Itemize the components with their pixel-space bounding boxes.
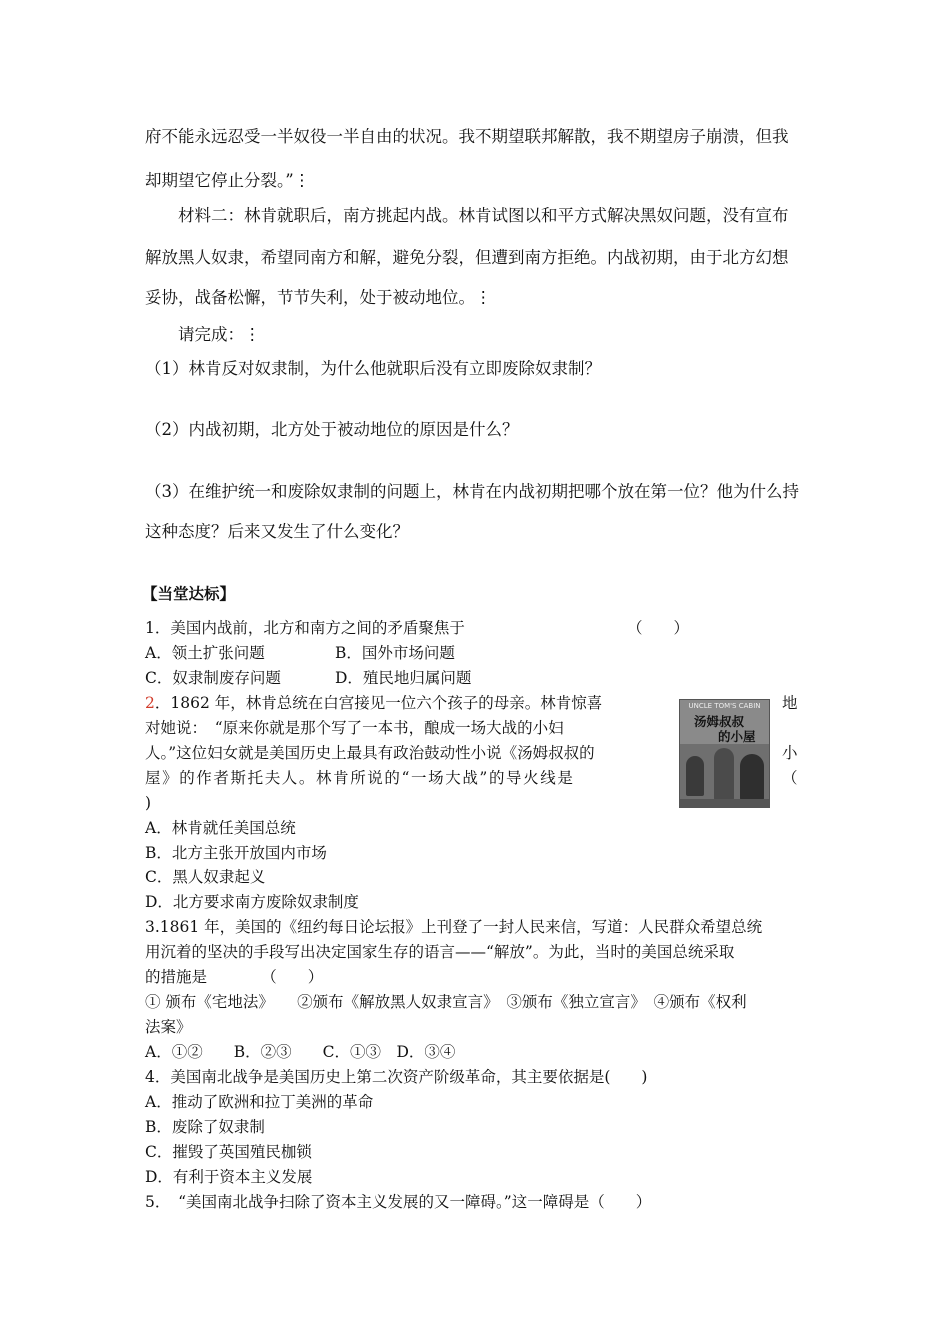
question-2: （2）内战初期，北方处于被动地位的原因是什么？	[145, 420, 519, 439]
exercise-3-line-4: ① 颁布《宅地法》 ②颁布《解放黑人奴隶宣言》 ③颁布《独立宣言》 ④颁布《权利	[145, 993, 747, 1011]
exercise-4-option-a: A．推动了欧洲和拉丁美洲的革命	[145, 1093, 374, 1111]
book-cover-image	[679, 699, 770, 808]
question-3-line-1: （3）在维护统一和废除奴隶制的问题上，林肯在内战初期把哪个放在第一位？他为什么持	[145, 482, 799, 501]
question-1: （1）林肯反对奴隶制，为什么他就职后没有立即废除奴隶制？	[145, 359, 601, 378]
book-cover-illustration	[680, 744, 769, 807]
material-line-4: 解放黑人奴隶，希望同南方和解，避免分裂，但遭到南方拒绝。内战初期，由于北方幻想	[145, 248, 789, 267]
exercise-4-option-d: D．有利于资本主义发展	[145, 1168, 313, 1186]
exercise-3-line-3: 的措施是 （ ）	[145, 968, 324, 986]
book-cover-title-1: 汤姆叔叔	[694, 714, 745, 729]
exercise-3-line-2: 用沉着的坚决的手段写出决定国家生存的语言——“解放”。为此，当时的美国总统采取	[145, 943, 735, 961]
exercise-2-option-b: B．北方主张开放国内市场	[145, 844, 327, 862]
exercise-2-line-3-end: 小	[782, 744, 798, 762]
exercise-3-options: A．①② B．②③ C．①③ D．③④	[145, 1043, 456, 1061]
exercise-2-option-d: D．北方要求南方废除奴隶制度	[145, 893, 359, 911]
exercise-2-option-a: A．林肯就任美国总统	[145, 819, 296, 837]
exercise-3-line-5: 法案》	[145, 1018, 192, 1036]
exercise-1-paren: （ ）	[627, 619, 690, 637]
exercise-2-line-1-end: 地	[782, 694, 798, 712]
exercise-2-line-4: 屋》的作者斯托夫人。林肯所说的“一场大战”的导火线是	[145, 769, 575, 787]
section-title: 【当堂达标】	[142, 584, 236, 603]
exercise-2-line-3: 人。”这位妇女就是美国历史上最具有政治鼓动性小说《汤姆叔叔的	[145, 744, 595, 762]
material-line-1: 府不能永远忍受一半奴役一半自由的状况。我不期望联邦解散，我不期望房子崩溃，但我	[145, 127, 789, 146]
exercise-2-line-4-end: （	[782, 769, 798, 787]
exercise-2-line-1	[145, 692, 602, 714]
exercise-1-option-c: C．奴隶制废存问题	[145, 669, 281, 687]
exercise-4-option-c: C．摧毁了英国殖民枷锁	[145, 1143, 312, 1161]
exercise-1-option-d: D．殖民地归属问题	[335, 669, 472, 687]
exercise-1-option-a: A．领土扩张问题	[145, 644, 265, 662]
book-cover-title-2: 的小屋	[718, 729, 756, 744]
book-cover-header: UNCLE TOM'S CABIN	[688, 702, 761, 710]
material-line-2: 却期望它停止分裂。”⋮	[145, 171, 311, 190]
question-3-line-2: 这种态度？后来又发生了什么变化？	[145, 522, 409, 541]
material-line-5: 妥协，战备松懈，节节失利，处于被动地位。⋮	[145, 288, 492, 307]
exercise-4-option-b: B．废除了奴隶制	[145, 1118, 265, 1136]
exercise-3-line-1: 3.1861 年，美国的《纽约每日论坛报》上刊登了一封人民来信，写道：人民群众希望总统	[145, 918, 763, 936]
exercise-1-stem: 1．美国内战前，北方和南方之间的矛盾聚焦于	[145, 619, 465, 637]
exercise-2-number: 2	[145, 694, 155, 712]
exercise-2-option-c: C．黑人奴隶起义	[145, 868, 266, 886]
material-prompt: 请完成：⋮	[178, 325, 261, 344]
exercise-5-stem: 5． “美国南北战争扫除了资本主义发展的又一障碍。”这一障碍是（ ）	[145, 1193, 652, 1211]
exercise-1-option-b: B．国外市场问题	[335, 644, 455, 662]
exercise-2-line-5: )	[145, 794, 152, 812]
exercise-2-line-2: 对她说： “原来你就是那个写了一本书，酿成一场大战的小妇	[145, 719, 564, 737]
exercise-2-text-1: ．1862 年，林肯总统在白宫接见一位六个孩子的母亲。林肯惊喜	[154, 694, 603, 712]
exercise-4-stem: 4．美国南北战争是美国历史上第二次资产阶级革命，其主要依据是( )	[145, 1068, 648, 1086]
material-line-3: 材料二：林肯就职后，南方挑起内战。林肯试图以和平方式解决黑奴问题，没有宣布	[178, 206, 789, 225]
